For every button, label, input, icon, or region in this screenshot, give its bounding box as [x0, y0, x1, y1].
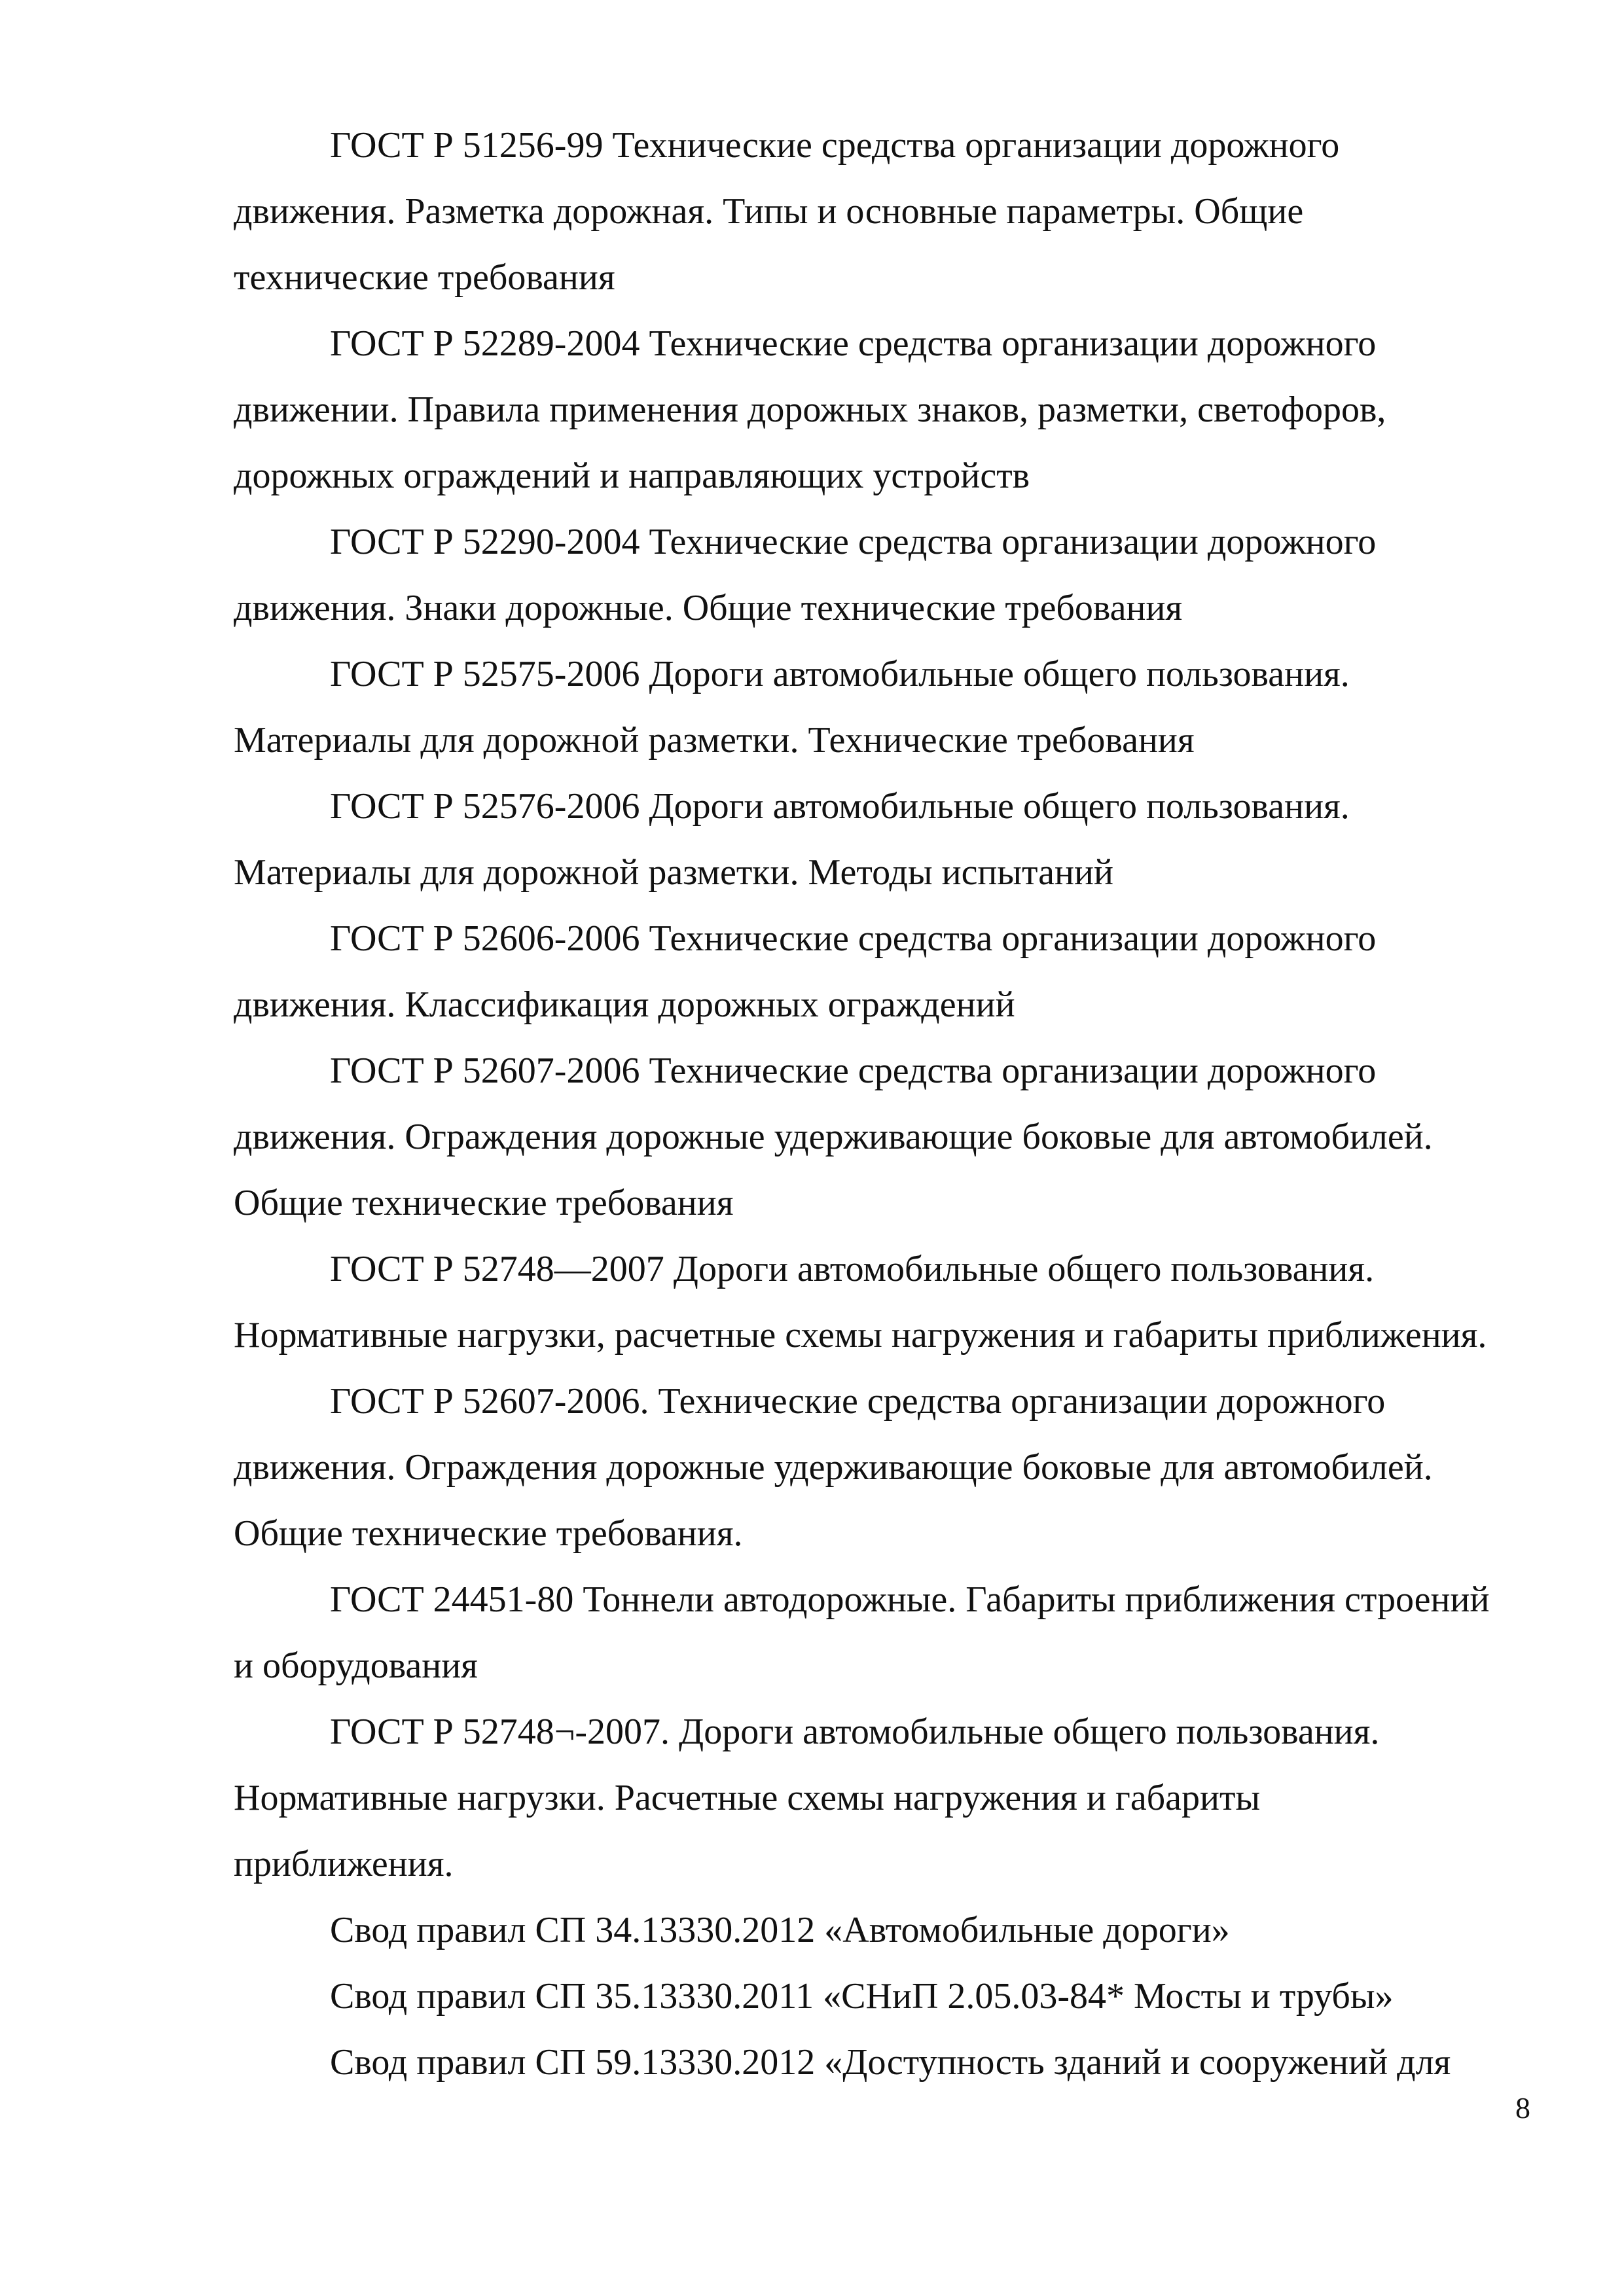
reference-line: ГОСТ Р 52607-2006. Технические средства организации дорожного [330, 1381, 1386, 1422]
reference-line: движения. Классификация дорожных ограждений [234, 984, 1015, 1025]
reference-line: ГОСТ Р 52748—2007 Дороги автомобильные общего пользования. [330, 1249, 1375, 1289]
reference-line: ГОСТ Р 52748¬-2007. Дороги автомобильные общего пользования. [330, 1712, 1380, 1752]
reference-line: ГОСТ Р 52290-2004 Технические средства организации дорожного [330, 522, 1377, 562]
reference-line: ГОСТ Р 52606-2006 Технические средства организации дорожного [330, 918, 1377, 959]
reference-line: ГОСТ Р 52576-2006 Дороги автомобильные общего пользования. [330, 786, 1350, 827]
reference-entry [234, 113, 1556, 311]
reference-line: Общие технические требования. [234, 1513, 743, 1554]
reference-line: ГОСТ Р 51256-99 Технические средства организации дорожного [330, 125, 1340, 166]
reference-entry [234, 311, 1556, 509]
reference-line: Свод правил СП 35.13330.2011 «СНиП 2.05.03-84* Мосты и трубы» [330, 1976, 1394, 2017]
reference-entry [234, 1038, 1556, 1236]
reference-entry [234, 1369, 1556, 1567]
reference-line: движении. Правила применения дорожных знаков, разметки, светофоров, [234, 389, 1386, 430]
reference-line: ГОСТ Р 52607-2006 Технические средства организации дорожного [330, 1050, 1377, 1091]
reference-entry [234, 1236, 1556, 1369]
reference-entry [234, 906, 1556, 1038]
reference-line: Свод правил СП 34.13330.2012 «Автомобильные дороги» [330, 1910, 1230, 1950]
reference-line: Нормативные нагрузки. Расчетные схемы нагружения и габариты [234, 1778, 1261, 1818]
reference-entry [234, 774, 1556, 906]
reference-line: движения. Разметка дорожная. Типы и основные параметры. Общие [234, 191, 1304, 232]
reference-line: Материалы для дорожной разметки. Технические требования [234, 720, 1195, 761]
reference-line: движения. Ограждения дорожные удерживающие боковые для автомобилей. [234, 1117, 1433, 1157]
reference-line: ГОСТ 24451-80 Тоннели автодорожные. Габариты приближения строений [330, 1579, 1490, 1620]
reference-line: дорожных ограждений и направляющих устройств [234, 456, 1030, 496]
reference-entry [234, 641, 1556, 774]
reference-entry [234, 1897, 1556, 1964]
page-number: 8 [1515, 2091, 1530, 2125]
reference-entry [234, 1964, 1556, 2030]
reference-line: ГОСТ Р 52575-2006 Дороги автомобильные общего пользования. [330, 654, 1350, 694]
reference-entry [234, 1567, 1556, 1699]
reference-line: Общие технические требования [234, 1183, 734, 1223]
reference-line: технические требования [234, 257, 615, 298]
reference-line: движения. Знаки дорожные. Общие технические требования [234, 588, 1183, 628]
reference-line: ГОСТ Р 52289-2004 Технические средства организации дорожного [330, 323, 1377, 364]
reference-line: и оборудования [234, 1645, 478, 1686]
references-list [234, 113, 1556, 2096]
reference-line: Свод правил СП 59.13330.2012 «Доступность зданий и сооружений для [330, 2042, 1451, 2083]
reference-line: движения. Ограждения дорожные удерживающие боковые для автомобилей. [234, 1447, 1433, 1488]
reference-entry [234, 2030, 1556, 2096]
reference-entry [234, 509, 1556, 641]
reference-line: Нормативные нагрузки, расчетные схемы нагружения и габариты приближения. [234, 1315, 1487, 1355]
reference-line: приближения. [234, 1844, 454, 1884]
reference-entry [234, 1699, 1556, 1897]
reference-line: Материалы для дорожной разметки. Методы испытаний [234, 852, 1113, 893]
